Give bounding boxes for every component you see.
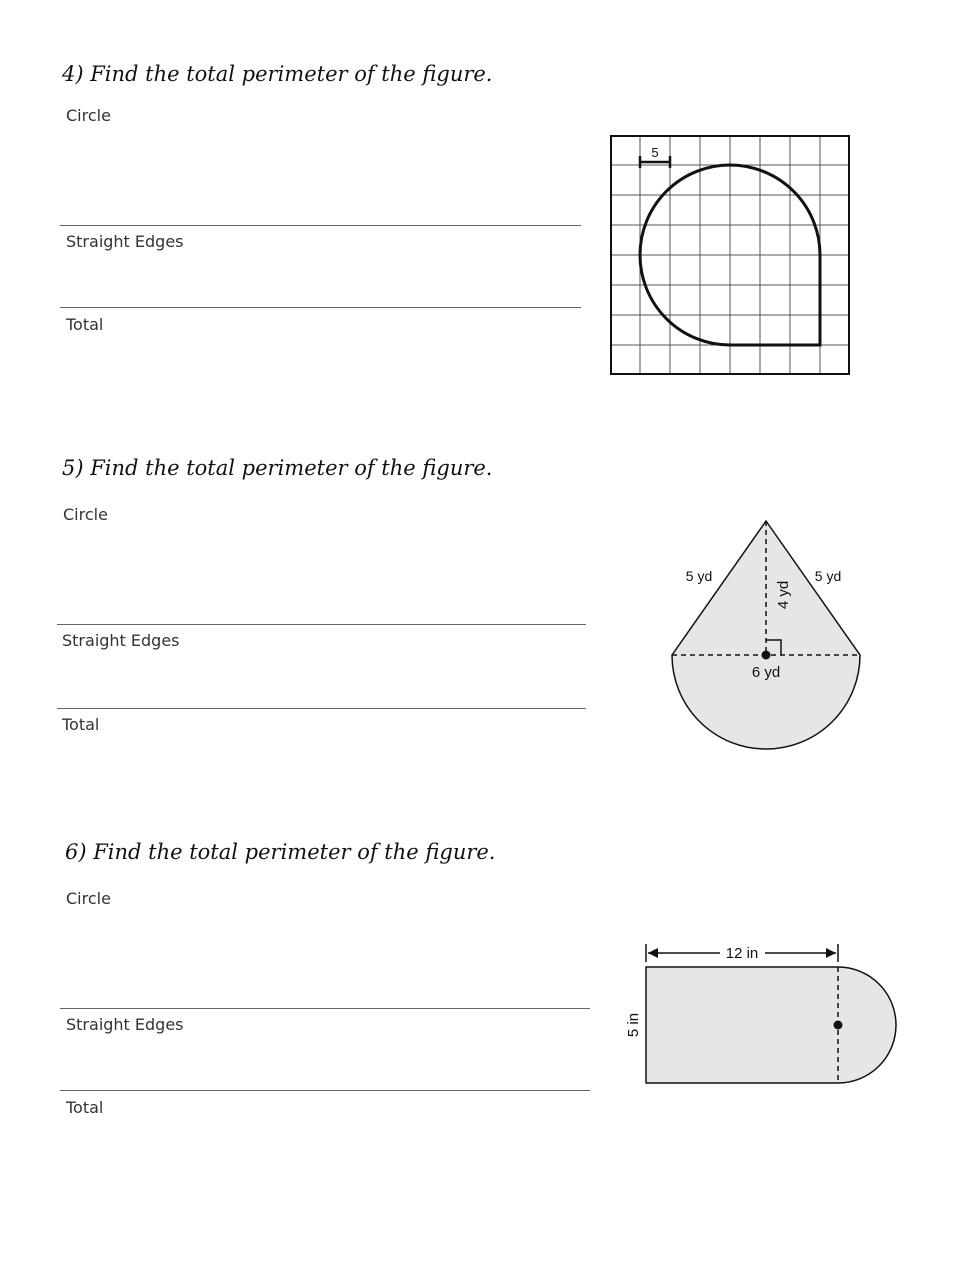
problem-5-straight-edges-label: Straight Edges <box>62 631 180 650</box>
problem-6-circle-label: Circle <box>66 889 111 908</box>
grid <box>611 136 849 374</box>
length-label: 12 in <box>725 945 759 962</box>
problem-5-answer-line-circle <box>57 624 586 625</box>
cone-shape <box>672 521 860 749</box>
scale-label: 5 <box>651 145 659 160</box>
center-point <box>762 651 771 660</box>
right-side-label: 5 yd <box>814 568 842 584</box>
problem-5-total-label: Total <box>62 715 100 734</box>
problem-6-total-label: Total <box>66 1098 104 1117</box>
problem-4-answer-line-straight <box>60 307 581 308</box>
left-side-label: 5 yd <box>685 568 713 584</box>
problem-6-figure <box>615 935 905 1095</box>
problem-4-answer-line-circle <box>60 225 581 226</box>
problem-6-straight-edges-label: Straight Edges <box>66 1015 184 1034</box>
problem-5-title: 5) Find the total perimeter of the figure. <box>62 456 493 480</box>
base-label: 6 yd <box>751 664 781 681</box>
problem-4-circle-label: Circle <box>66 106 111 125</box>
problem-4-total-label: Total <box>66 315 104 334</box>
height-label: 4 yd <box>775 580 792 610</box>
problem-5-answer-line-straight <box>57 708 586 709</box>
problem-5-figure <box>660 510 875 760</box>
problem-6-answer-line-straight <box>60 1090 590 1091</box>
width-label: 5 in <box>625 1012 642 1038</box>
problem-5-circle-label: Circle <box>63 505 108 524</box>
problem-4-straight-edges-label: Straight Edges <box>66 232 184 251</box>
problem-6-title: 6) Find the total perimeter of the figure. <box>65 840 496 864</box>
problem-6-answer-line-circle <box>60 1008 590 1009</box>
center-point <box>834 1021 843 1030</box>
problem-4-title: 4) Find the total perimeter of the figure. <box>62 62 493 86</box>
problem-4-figure <box>600 130 860 385</box>
rect-semicircle-shape <box>646 967 896 1083</box>
